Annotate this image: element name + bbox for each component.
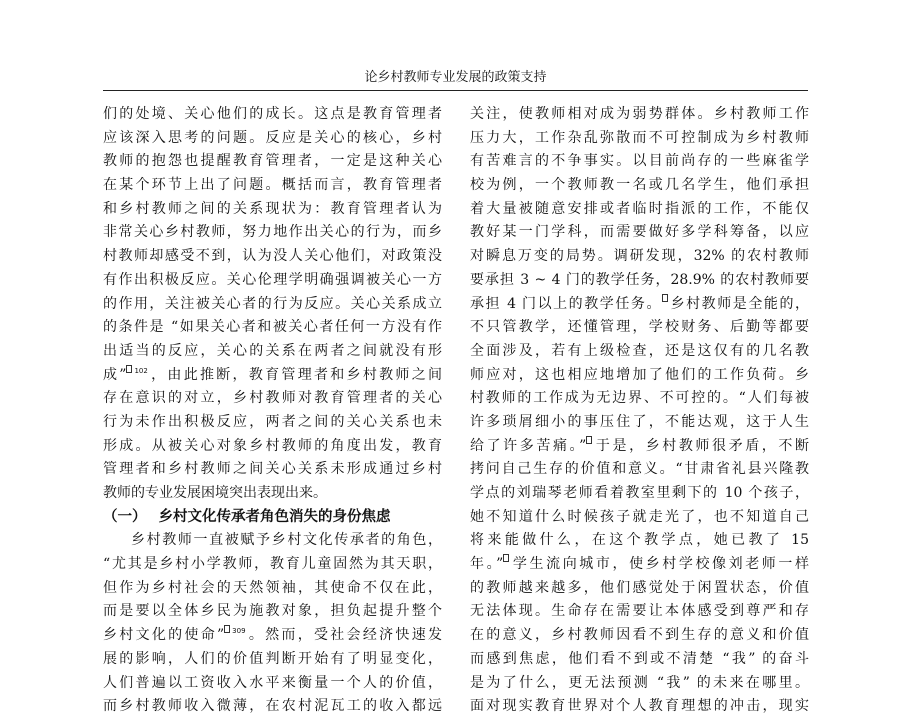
line-text: 关注，使教师相对成为弱势群体。乡村教师工作 <box>470 106 809 122</box>
line-text-continued: 于是，乡村教师很矛盾，不断 <box>593 437 809 454</box>
text-line <box>103 458 442 482</box>
line-text: 校为例，一个教师教一名或几名学生，他们承担 <box>470 177 809 194</box>
text-line <box>103 387 442 411</box>
line-text: 非常关心乡村教师，努力地作出关心的行为，而乡 <box>103 224 442 241</box>
text-line <box>103 577 442 601</box>
text-line <box>103 695 442 719</box>
text-line <box>470 672 809 696</box>
line-text: 对瞬息万变的局势。调研发现，32% 的农村教师 <box>470 248 809 265</box>
text-line <box>103 411 442 435</box>
line-text-continued: ，由此推断，教育管理者和乡村教师之间 <box>148 366 442 383</box>
line-text: 乡村文化的使命” <box>103 627 225 644</box>
line-text-continued: 乡村教师是全能的， <box>669 295 809 312</box>
line-text: 形成。从被关心对象乡村教师的角度出发，教育 <box>103 437 442 454</box>
line-text: 压力大，工作杂乱弥散而不可控制成为乡村教师 <box>470 129 809 146</box>
text-line <box>470 482 809 506</box>
text-line <box>470 150 809 174</box>
citation-page: 102 <box>134 366 148 375</box>
line-text: 但作为乡村社会的天然领袖，其使命不仅在此， <box>103 579 442 596</box>
line-text: 给了许多苦痛。” <box>470 437 587 454</box>
line-text: 学点的刘瑞琴老师看着教室里剩下的 10 个孩子， <box>470 485 809 501</box>
line-text: 许多琐屑细小的事压住了，不能达观，这于人生 <box>470 413 809 430</box>
line-text: 成” <box>103 366 127 383</box>
text-line <box>103 150 442 174</box>
left-text-column <box>103 103 442 719</box>
citation-marker <box>224 625 230 633</box>
text-line <box>103 245 442 269</box>
text-line <box>470 269 809 293</box>
text-line <box>103 553 442 577</box>
text-line <box>103 529 442 553</box>
line-text: 乡村教师一直被赋予乡村文化传承者的角色， <box>131 532 442 549</box>
line-text: 全面涉及，若有上级检查，还是这仅有的几名教 <box>470 342 809 359</box>
line-text: 有作出积极反应。关心伦理学明确强调被关心一方 <box>103 271 442 288</box>
text-line <box>103 221 442 245</box>
line-text: “尤其是乡村小学教师，教育儿童固然为其天职， <box>103 556 442 573</box>
text-line <box>470 695 809 719</box>
header-rule <box>103 90 808 91</box>
text-line <box>470 458 809 482</box>
text-line <box>103 435 442 459</box>
line-text: 的教师越来越多，他们感觉处于闲置状态，价值 <box>470 579 809 596</box>
text-line <box>470 553 809 577</box>
line-text: 将来能做什么，在这个教学点，她已教了 15 <box>470 532 809 549</box>
text-line <box>103 672 442 696</box>
text-line <box>470 198 809 222</box>
line-text: 着大量被随意安排或者临时指派的工作，不能仅 <box>470 200 809 217</box>
citation-marker <box>662 294 668 302</box>
line-text: 们的处境、关心他们的成长。这点是教育管理者 <box>103 106 442 122</box>
line-text: 是为了什么，更无法预测 “我” 的未来在哪里。 <box>470 674 809 691</box>
line-text: 而是要以全体乡民为施教对象，担负起提升整个 <box>103 603 442 620</box>
text-line <box>470 411 809 435</box>
line-text: 和乡村教师之间的关系现状为：教育管理者认为 <box>103 200 442 217</box>
text-line <box>103 340 442 364</box>
line-text: 无法体现。生命存在需要让本体感受到尊严和存 <box>470 603 809 620</box>
line-text: 要承担 3 ~ 4 门的教学任务，28.9% 的农村教师要 <box>470 271 809 288</box>
text-line <box>470 529 809 553</box>
line-text: 应该深入思考的问题。反应是关心的核心，乡村 <box>103 129 442 146</box>
line-text: 人们普遍以工资收入水平来衡量一个人的价值， <box>103 674 442 691</box>
line-text: 行为未作出积极反应，两者之间的关心关系也未 <box>103 413 442 430</box>
line-text: 她不知道什么时候孩子就走光了，也不知道自己 <box>470 508 809 525</box>
text-line <box>470 221 809 245</box>
text-line <box>103 103 442 127</box>
line-text: 展的影响，人们的价值判断开始有了明显变化， <box>103 650 442 667</box>
line-text: 承担 4 门以上的教学任务。 <box>470 295 663 312</box>
text-line <box>103 648 442 672</box>
section-title: 乡村文化传承者角色消失的身份焦虑 <box>158 508 391 525</box>
text-line <box>103 624 442 648</box>
text-line <box>470 387 809 411</box>
line-text: 师应对，这也相应地增加了他们的工作负荷。乡 <box>470 366 809 383</box>
line-text: 管理者和乡村教师之间关心关系未形成通过乡村 <box>103 461 442 478</box>
line-text: 村教师的工作成为无边界、不可控的。“人们每被 <box>470 390 809 407</box>
citation-marker <box>586 436 592 444</box>
text-line <box>470 174 809 198</box>
line-text: 拷问自己生存的价值和意义。“甘肃省礼县兴隆教 <box>470 461 809 478</box>
citation-marker <box>503 554 509 562</box>
text-line <box>470 506 809 530</box>
text-line <box>470 103 809 127</box>
text-line <box>470 624 809 648</box>
text-line <box>103 174 442 198</box>
text-line <box>103 316 442 340</box>
running-header: 论乡村教师专业发展的政策支持 <box>364 70 547 85</box>
text-line <box>470 364 809 388</box>
text-line <box>103 293 442 317</box>
line-text: 教师的专业发展困境突出表现出来。 <box>103 485 327 501</box>
line-text: 村教师却感受不到，认为没人关心他们，对政策没 <box>103 248 442 265</box>
line-text: 教好某一门学科，而需要做好多学科筹备，以应 <box>470 224 809 241</box>
text-line <box>470 435 809 459</box>
text-line <box>103 600 442 624</box>
text-line <box>470 340 809 364</box>
line-text: 在某个环节上出了问题。概括而言，教育管理者 <box>103 177 442 194</box>
line-text: 在的意义，乡村教师因看不到生存的意义和价值 <box>470 627 809 644</box>
text-line <box>103 269 442 293</box>
line-text: 的作用，关注被关心者的行为反应。关心关系成立 <box>103 295 442 312</box>
line-text: 而感到焦虑，他们看不到或不清楚 “我” 的奋斗 <box>470 650 809 667</box>
line-text: 而乡村教师收入微薄，在农村泥瓦工的收入都远 <box>103 698 442 715</box>
section-number: （一） <box>103 508 147 525</box>
text-line <box>470 245 809 269</box>
section-heading <box>103 506 442 530</box>
text-line <box>103 364 442 388</box>
text-line <box>470 577 809 601</box>
text-line <box>470 600 809 624</box>
line-text: 教师的抱怨也提醒教育管理者，一定是这种关心 <box>103 153 442 170</box>
text-line <box>103 482 442 506</box>
line-text: 出适当的反应，关心的关系在两者之间就没有形 <box>103 342 442 359</box>
text-line <box>470 293 809 317</box>
line-text: 的条件是 “如果关心者和被关心者任何一方没有作 <box>103 319 442 336</box>
text-line <box>103 198 442 222</box>
line-text: 面对现实教育世界对个人教育理想的冲击，现实 <box>470 698 809 715</box>
right-text-column <box>470 103 809 719</box>
line-text: 有苦难言的不争事实。以目前尚存的一些麻雀学 <box>470 153 809 170</box>
line-text-continued: 学生流向城市，使乡村学校像刘老师一样 <box>510 556 809 573</box>
citation-page: 309 <box>232 627 246 636</box>
line-text: 年。” <box>470 556 504 573</box>
text-line <box>470 127 809 151</box>
line-text: 存在意识的对立，乡村教师对教育管理者的关心 <box>103 390 442 407</box>
citation-marker <box>126 365 132 373</box>
text-line <box>470 648 809 672</box>
line-text-continued: 。然而，受社会经济快速发 <box>246 627 442 644</box>
text-line <box>470 316 809 340</box>
line-text: 不只管教学，还懂管理，学校财务、后勤等都要 <box>470 319 809 336</box>
text-line <box>103 127 442 151</box>
